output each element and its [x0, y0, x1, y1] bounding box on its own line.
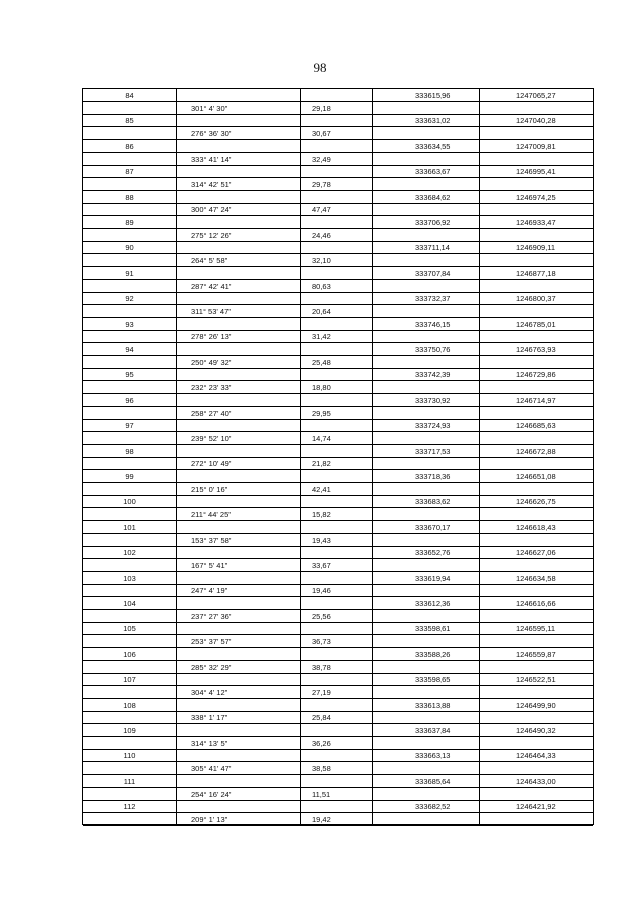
y-coordinate: 1246974,25: [516, 192, 556, 202]
row-divider: [83, 622, 593, 623]
row-divider: [83, 800, 593, 801]
row-divider: [83, 812, 593, 813]
direction-angle: 311° 53' 47": [191, 306, 231, 316]
segment-length: 25,56: [312, 611, 331, 621]
row-divider: [83, 114, 593, 115]
x-coordinate: 333750,76: [415, 345, 451, 354]
row-divider: [83, 774, 593, 775]
row-divider: [83, 292, 593, 293]
direction-angle: 254° 16' 24": [191, 789, 232, 799]
direction-angle: 287° 42' 41": [191, 281, 232, 291]
row-divider: [83, 203, 593, 204]
y-coordinate: 1246464,33: [516, 751, 556, 761]
direction-angle: 209° 1' 13": [191, 814, 228, 824]
point-number: 99: [125, 472, 134, 481]
segment-length: 20,64: [312, 306, 331, 316]
row-divider: [83, 406, 593, 407]
direction-angle: 258° 27' 40": [191, 408, 232, 418]
page-number: 98: [313, 60, 327, 75]
segment-length: 80,63: [312, 281, 331, 291]
row-divider: [83, 673, 593, 674]
x-coordinate: 333598,61: [415, 624, 451, 634]
point-number: 96: [125, 395, 134, 405]
row-divider: [83, 660, 593, 661]
y-coordinate: 1246651,08: [516, 472, 556, 481]
row-divider: [83, 457, 593, 458]
point-number: 104: [123, 599, 136, 608]
y-coordinate: 1246995,41: [516, 167, 556, 177]
segment-length: 30,67: [312, 129, 331, 139]
point-number: 98: [125, 446, 134, 456]
row-divider: [83, 330, 593, 331]
x-coordinate: 333637,84: [415, 726, 451, 735]
segment-length: 31,42: [312, 332, 331, 342]
row-divider: [83, 469, 593, 470]
coordinates-table: [82, 88, 594, 825]
x-coordinate: 333615,96: [415, 91, 451, 100]
y-coordinate: 1246595,11: [516, 624, 556, 634]
point-number: 111: [123, 776, 136, 786]
x-coordinate: 333619,94: [415, 573, 451, 583]
row-divider: [83, 787, 593, 788]
point-number: 87: [125, 167, 134, 177]
segment-length: 25,84: [312, 713, 331, 723]
row-divider: [83, 165, 593, 166]
x-coordinate: 333732,37: [415, 294, 451, 304]
segment-length: 21,82: [312, 459, 331, 469]
row-divider: [83, 215, 593, 216]
point-number: 103: [123, 573, 136, 583]
point-number: 109: [123, 726, 136, 735]
point-number: 95: [125, 370, 134, 380]
x-coordinate: 333684,62: [415, 192, 451, 202]
direction-angle: 314° 13' 5": [191, 738, 228, 748]
direction-angle: 250° 49' 32": [191, 357, 232, 367]
segment-length: 27,19: [312, 687, 331, 697]
y-coordinate: 1246559,87: [516, 649, 556, 659]
x-coordinate: 333670,17: [415, 522, 451, 532]
x-coordinate: 333652,76: [415, 548, 451, 558]
row-divider: [83, 571, 593, 572]
row-divider: [83, 507, 593, 508]
x-coordinate: 333730,92: [415, 395, 451, 405]
x-coordinate: 333613,88: [415, 700, 451, 710]
point-number: 108: [123, 700, 136, 710]
direction-angle: 285° 32' 29": [191, 662, 232, 672]
y-coordinate: 1246433,00: [516, 776, 556, 786]
y-coordinate: 1246714,97: [516, 395, 556, 405]
point-number: 105: [123, 624, 136, 634]
row-divider: [83, 419, 593, 420]
segment-length: 19,43: [312, 535, 331, 545]
point-number: 90: [125, 243, 134, 253]
row-divider: [83, 304, 593, 305]
row-divider: [83, 495, 593, 496]
direction-angle: 272° 10' 49": [191, 459, 232, 469]
x-coordinate: 333588,26: [415, 649, 451, 659]
row-divider: [83, 698, 593, 699]
direction-angle: 338° 1' 17": [191, 713, 228, 723]
segment-length: 29,78: [312, 179, 331, 189]
direction-angle: 276° 36' 30": [191, 129, 232, 139]
x-coordinate: 333717,53: [415, 446, 451, 456]
x-coordinate: 333598,65: [415, 675, 451, 685]
y-coordinate: 1246627,06: [516, 548, 556, 558]
x-coordinate: 333631,02: [415, 116, 451, 126]
row-divider: [83, 444, 593, 445]
row-divider: [83, 101, 593, 102]
point-number: 106: [123, 649, 136, 659]
x-coordinate: 333682,52: [415, 802, 451, 812]
row-divider: [83, 749, 593, 750]
segment-length: 42,41: [312, 484, 331, 494]
x-coordinate: 333634,55: [415, 141, 451, 151]
point-number: 94: [125, 345, 134, 354]
point-number: 97: [125, 421, 134, 431]
row-divider: [83, 393, 593, 394]
point-number: 89: [125, 218, 134, 227]
y-coordinate: 1246933,47: [516, 218, 556, 227]
direction-angle: 232° 23' 33": [191, 383, 232, 393]
row-divider: [83, 190, 593, 191]
direction-angle: 305° 41' 47": [191, 764, 232, 774]
x-coordinate: 333707,84: [415, 268, 451, 278]
direction-angle: 304° 4' 12": [191, 687, 228, 697]
segment-length: 29,18: [312, 103, 331, 113]
row-divider: [83, 380, 593, 381]
row-divider: [83, 482, 593, 483]
y-coordinate: 1246729,86: [516, 370, 556, 380]
x-coordinate: 333711,14: [415, 243, 450, 253]
row-divider: [83, 546, 593, 547]
row-divider: [83, 431, 593, 432]
direction-angle: 215° 0' 16": [191, 484, 228, 494]
direction-angle: 275° 12' 26": [191, 230, 232, 240]
row-divider: [83, 584, 593, 585]
y-coordinate: 1246800,37: [516, 294, 556, 304]
row-divider: [83, 609, 593, 610]
segment-length: 19,42: [312, 814, 331, 824]
segment-length: 36,73: [312, 637, 331, 647]
direction-angle: 333° 41' 14": [191, 154, 232, 164]
point-number: 112: [123, 802, 136, 812]
direction-angle: 264° 5' 58": [191, 256, 228, 266]
y-coordinate: 1246618,43: [516, 522, 556, 532]
y-coordinate: 1246763,93: [516, 345, 556, 354]
direction-angle: 167° 5' 41": [191, 560, 228, 570]
row-divider: [83, 126, 593, 127]
row-divider: [83, 825, 593, 826]
x-coordinate: 333746,15: [415, 319, 451, 329]
y-coordinate: 1246685,63: [516, 421, 556, 431]
row-divider: [83, 253, 593, 254]
x-coordinate: 333612,36: [415, 599, 451, 608]
y-coordinate: 1246490,32: [516, 726, 556, 735]
segment-length: 32,10: [312, 256, 331, 266]
row-divider: [83, 634, 593, 635]
segment-length: 15,82: [312, 510, 331, 520]
row-divider: [83, 152, 593, 153]
row-divider: [83, 342, 593, 343]
row-divider: [83, 685, 593, 686]
row-divider: [83, 139, 593, 140]
segment-length: 36,26: [312, 738, 331, 748]
x-coordinate: 333683,62: [415, 497, 451, 507]
direction-angle: 253° 37' 57": [191, 637, 232, 647]
point-number: 102: [123, 548, 136, 558]
point-number: 91: [125, 268, 134, 278]
row-divider: [83, 317, 593, 318]
y-coordinate: 1246626,75: [516, 497, 556, 507]
point-number: 110: [123, 751, 136, 761]
x-coordinate: 333742,39: [415, 370, 451, 380]
segment-length: 25,48: [312, 357, 331, 367]
y-coordinate: 1246672,88: [516, 446, 556, 456]
segment-length: 33,67: [312, 560, 331, 570]
row-divider: [83, 266, 593, 267]
direction-angle: 278° 26' 13": [191, 332, 232, 342]
direction-angle: 314° 42' 51": [191, 179, 232, 189]
row-divider: [83, 355, 593, 356]
row-divider: [83, 647, 593, 648]
row-divider: [83, 279, 593, 280]
point-number: 85: [125, 116, 134, 126]
y-coordinate: 1246499,90: [516, 700, 556, 710]
y-coordinate: 1246877,18: [516, 268, 556, 278]
y-coordinate: 1246785,01: [516, 319, 556, 329]
x-coordinate: 333706,92: [415, 218, 451, 227]
direction-angle: 153° 37' 58": [191, 535, 232, 545]
row-divider: [83, 711, 593, 712]
row-divider: [83, 520, 593, 521]
y-coordinate: 1247065,27: [516, 91, 556, 100]
x-coordinate: 333663,13: [415, 751, 451, 761]
x-coordinate: 333724,93: [415, 421, 451, 431]
y-coordinate: 1246616,66: [516, 599, 556, 608]
point-number: 86: [125, 141, 134, 151]
y-coordinate: 1247040,28: [516, 116, 556, 126]
row-divider: [83, 558, 593, 559]
y-coordinate: 1247009,81: [516, 141, 556, 151]
point-number: 88: [125, 192, 134, 202]
point-number: 107: [123, 675, 136, 685]
direction-angle: 239° 52' 10": [191, 433, 232, 443]
segment-length: 47,47: [312, 205, 331, 215]
point-number: 101: [123, 522, 136, 532]
row-divider: [83, 228, 593, 229]
direction-angle: 300° 47' 24": [191, 205, 232, 215]
point-number: 93: [125, 319, 134, 329]
y-coordinate: 1246421,92: [516, 802, 556, 812]
x-coordinate: 333663,67: [415, 167, 451, 177]
row-divider: [83, 533, 593, 534]
x-coordinate: 333685,64: [415, 776, 451, 786]
segment-length: 38,78: [312, 662, 331, 672]
segment-length: 11,51: [312, 789, 331, 799]
segment-length: 24,46: [312, 230, 331, 240]
segment-length: 14,74: [312, 433, 331, 443]
row-divider: [83, 761, 593, 762]
y-coordinate: 1246634,58: [516, 573, 556, 583]
segment-length: 38,58: [312, 764, 331, 774]
x-coordinate: 333718,36: [415, 472, 451, 481]
row-divider: [83, 241, 593, 242]
y-coordinate: 1246909,11: [516, 243, 556, 253]
row-divider: [83, 736, 593, 737]
point-number: 92: [125, 294, 134, 304]
segment-length: 29,95: [312, 408, 331, 418]
segment-length: 19,46: [312, 586, 331, 596]
direction-angle: 301° 4' 30": [191, 103, 228, 113]
segment-length: 18,80: [312, 383, 331, 393]
segment-length: 32,49: [312, 154, 331, 164]
row-divider: [83, 723, 593, 724]
row-divider: [83, 177, 593, 178]
row-divider: [83, 368, 593, 369]
point-number: 84: [125, 91, 134, 100]
row-divider: [83, 596, 593, 597]
y-coordinate: 1246522,51: [516, 675, 556, 685]
direction-angle: 237° 27' 36": [191, 611, 232, 621]
direction-angle: 211° 44' 25": [191, 510, 231, 520]
point-number: 100: [123, 497, 136, 507]
direction-angle: 247° 4' 19": [191, 586, 228, 596]
